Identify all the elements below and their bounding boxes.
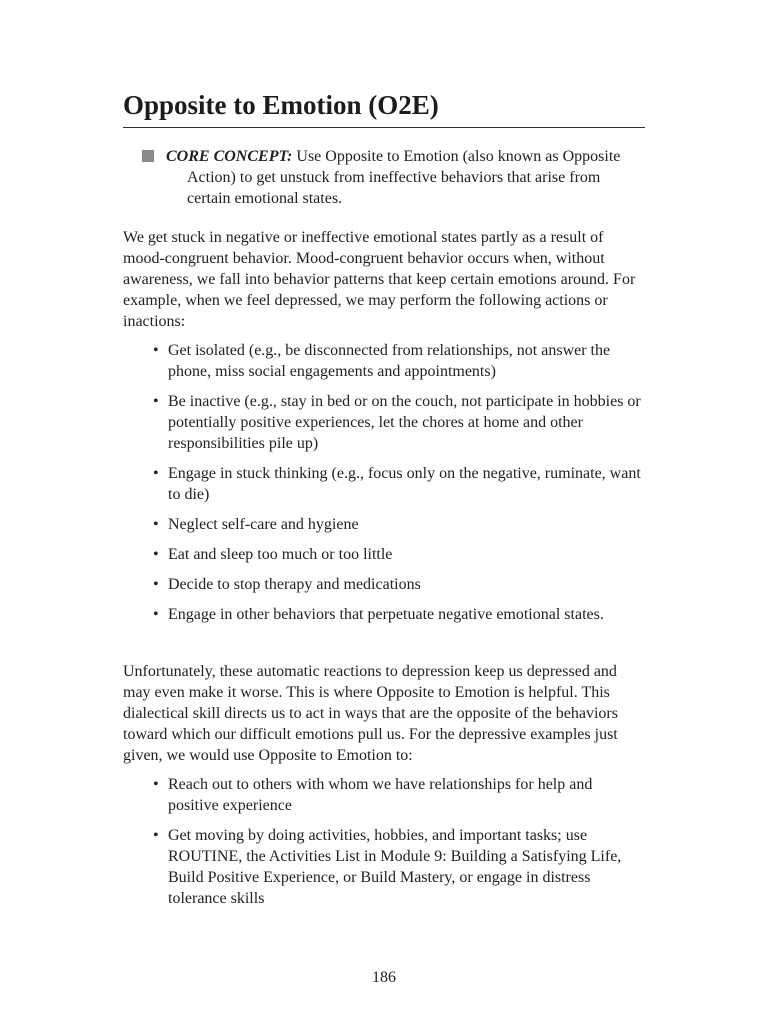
- core-concept-label: CORE CONCEPT:: [166, 148, 293, 165]
- bullet-icon: •: [153, 516, 159, 533]
- core-concept-box: [142, 146, 642, 209]
- list-item: • Be inactive (e.g., stay in bed or on the couch, not participate in hobbies or potentially positive experiences, let the chores at home and other responsibilities pile up): [153, 393, 641, 452]
- list-item: • Neglect self-care and hygiene: [153, 516, 359, 533]
- bullet-icon: •: [153, 576, 159, 593]
- list-item: • Engage in other behaviors that perpetuate negative emotional states.: [153, 606, 604, 623]
- list-item: • Eat and sleep too much or too little: [153, 546, 393, 563]
- list-item: • Get moving by doing activities, hobbies, and important tasks; use ROUTINE, the Activities List in Module 9: Building a Satisfying Life, Build Positive Experience, or Build Mastery, or engage in distress tolerance skills: [153, 827, 622, 907]
- list-item: • Decide to stop therapy and medications: [153, 576, 421, 593]
- title-divider: [123, 127, 645, 128]
- bullet-icon: •: [153, 465, 159, 482]
- bullet-icon: •: [153, 546, 159, 563]
- bullet-icon: •: [153, 393, 159, 410]
- list-item: • Get isolated (e.g., be disconnected from relationships, not answer the phone, miss social engagements and appointments): [153, 342, 611, 380]
- list-item: • Reach out to others with whom we have relationships for help and positive experience: [153, 776, 593, 814]
- square-bullet-icon: [142, 150, 154, 162]
- second-paragraph: Unfortunately, these automatic reactions to depression keep us depressed and may even make it worse. This is where Opposite to Emotion is helpful. This dialectical skill directs us to act in ways that are the opposite of the behaviors toward which our difficult emotions pull us. For the depressive examples just given, we would use Opposite to Emotion to:: [123, 663, 618, 764]
- page-number: 186: [372, 969, 396, 986]
- list-item: • Engage in stuck thinking (e.g., focus only on the negative, ruminate, want to die): [153, 465, 641, 503]
- bullet-icon: •: [153, 776, 159, 793]
- core-concept-text: [166, 146, 642, 209]
- opposite-actions-list: [123, 774, 645, 909]
- bullet-icon: •: [153, 827, 159, 844]
- page-title: Opposite to Emotion (O2E): [123, 90, 439, 120]
- core-concept-body: Use Opposite to Emotion (also known as Opposite Action) to get unstuck from ineffective behaviors that arise from certain emotional states.: [187, 148, 621, 207]
- bullet-icon: •: [153, 606, 159, 623]
- intro-paragraph: We get stuck in negative or ineffective emotional states partly as a result of mood-congruent behavior. Mood-congruent behavior occurs when, without awareness, we fall into behavior patterns that keep certain emotions around. For example, when we feel depressed, we may perform the following actions or inactions:: [123, 229, 636, 330]
- bullet-icon: •: [153, 342, 159, 359]
- depression-behaviors-list: [123, 340, 645, 625]
